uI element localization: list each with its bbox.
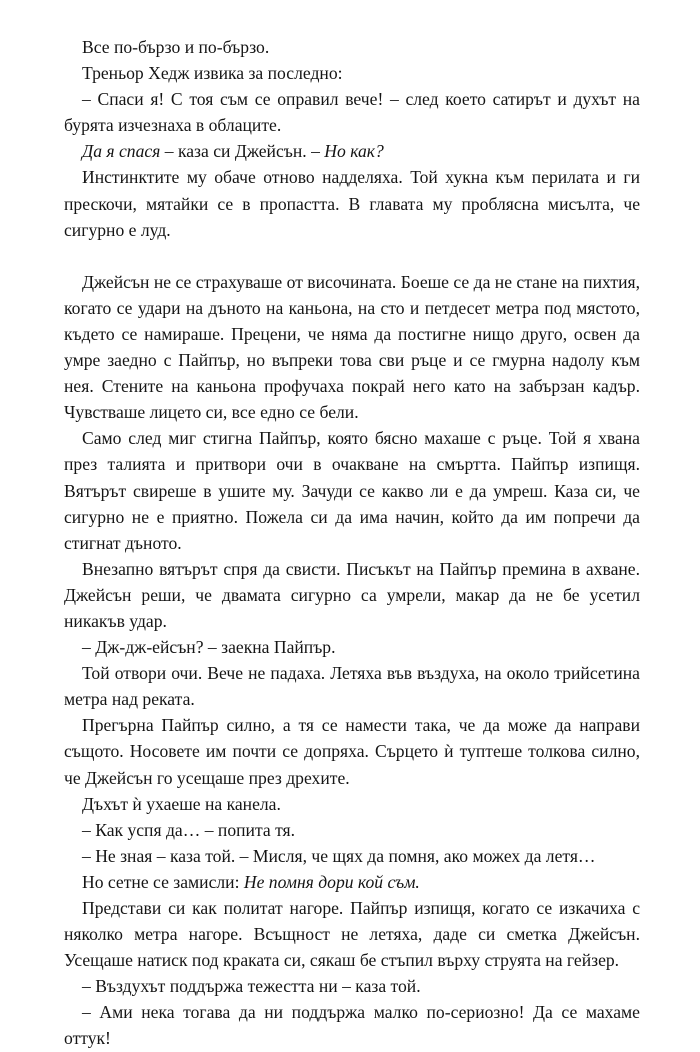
paragraph	[64, 634, 640, 660]
paragraph	[64, 817, 640, 843]
text-run: Но сетне се замисли:	[82, 871, 244, 892]
text-run: Дъхът ѝ ухаеше на канела.	[82, 793, 281, 814]
paragraph	[64, 843, 640, 869]
italic-text: Не помня дори кой съм.	[243, 871, 420, 892]
text-run: Той отвори очи. Вече не падаха. Летяха във въздуха, на около трийсетина метра над реката.	[64, 663, 640, 710]
text-run: Прегърна Пайпър силно, а тя се намести така, че да може да направи същото. Носовете им почти се допряха. Сърцето ѝ туптеше толкова силно, че Джейсън го усещаше през дрехите.	[64, 715, 640, 788]
text-run: Внезапно вятърът спря да свисти. Писъкът на Пайпър премина в ахване. Джейсън реши, че двамата сигурно са умрели, макар да не бе усетил никакъв удар.	[64, 558, 640, 631]
paragraph	[64, 895, 640, 973]
text-run: Само след миг стигна Пайпър, която бясно махаше с ръце. Той я хвана през талията и притвори очи в очакване на смъртта. Пайпър изпищя. Вятърът свиреше в ушите му. Зачуди се какво ли е да умреш. Каза си, че сигурно не е приятно. Пожела си да има начин, който да им попречи да стигнат дъното.	[64, 428, 640, 553]
paragraph	[64, 712, 640, 790]
text-run: Представи си как политат нагоре. Пайпър изпищя, когато се изкачиха с няколко метра нагоре. Всъщност не летяха, даде си сметка Джейсън. Усещаше натиск под краката си, сякаш бе стъпил върху струята на гейзер.	[64, 898, 640, 971]
italic-text: Да я спася	[82, 141, 161, 162]
paragraph	[64, 34, 640, 60]
paragraph	[64, 791, 640, 817]
paragraph	[64, 86, 640, 138]
paragraph	[64, 999, 640, 1051]
paragraph	[64, 164, 640, 242]
paragraph	[64, 138, 640, 164]
text-run: – Ами нека тогава да ни поддържа малко по-сериозно! Да се махаме оттук!	[64, 1002, 640, 1049]
paragraph	[64, 60, 640, 86]
text-run: – Дж-дж-ейсън? – заекна Пайпър.	[82, 637, 336, 658]
text-run: – Въздухът поддържа тежестта ни – каза той.	[82, 976, 421, 997]
paragraph	[64, 869, 640, 895]
text-run: Джейсън не се страхуваше от височината. Боеше се да не стане на пихтия, когато се удари на дъното на каньона, на сто и петдесет метра под мястото, където се намираше. Прецени, че няма да постигне нищо друго, освен да умре заедно с Пайпър, но въпреки това сви ръце и се гмурна надолу към нея. Стените на каньона профучаха покрай него като на забързан кадър. Чувстваше лицето си, все едно се бели.	[64, 271, 640, 423]
text-run: Все по-бързо и по-бързо.	[82, 37, 270, 57]
text-run: – Не зная – каза той. – Мисля, че щях да помня, ако можех да летя…	[82, 845, 596, 866]
text-run: – Как успя да… – попита тя.	[82, 819, 296, 840]
text-run: Инстинктите му обаче отново надделяха. Той хукна към перилата и ги прескочи, мятайки се в пропастта. В главата му проблясна мисълта, че сигурно е луд.	[64, 167, 640, 240]
paragraph	[64, 269, 640, 426]
paragraph	[64, 973, 640, 999]
section-break	[64, 243, 640, 269]
paragraph	[64, 425, 640, 555]
text-run: – Спаси я! С тоя съм се оправил вече! – след което сатирът и духът на бурята изчезнаха в облаците.	[64, 89, 640, 136]
paragraph	[64, 556, 640, 634]
text-run: Треньор Хедж извика за последно:	[82, 63, 343, 84]
paragraph	[64, 660, 640, 712]
text-run: – каза си Джейсън. –	[160, 141, 325, 162]
italic-text: Но как?	[324, 141, 384, 162]
